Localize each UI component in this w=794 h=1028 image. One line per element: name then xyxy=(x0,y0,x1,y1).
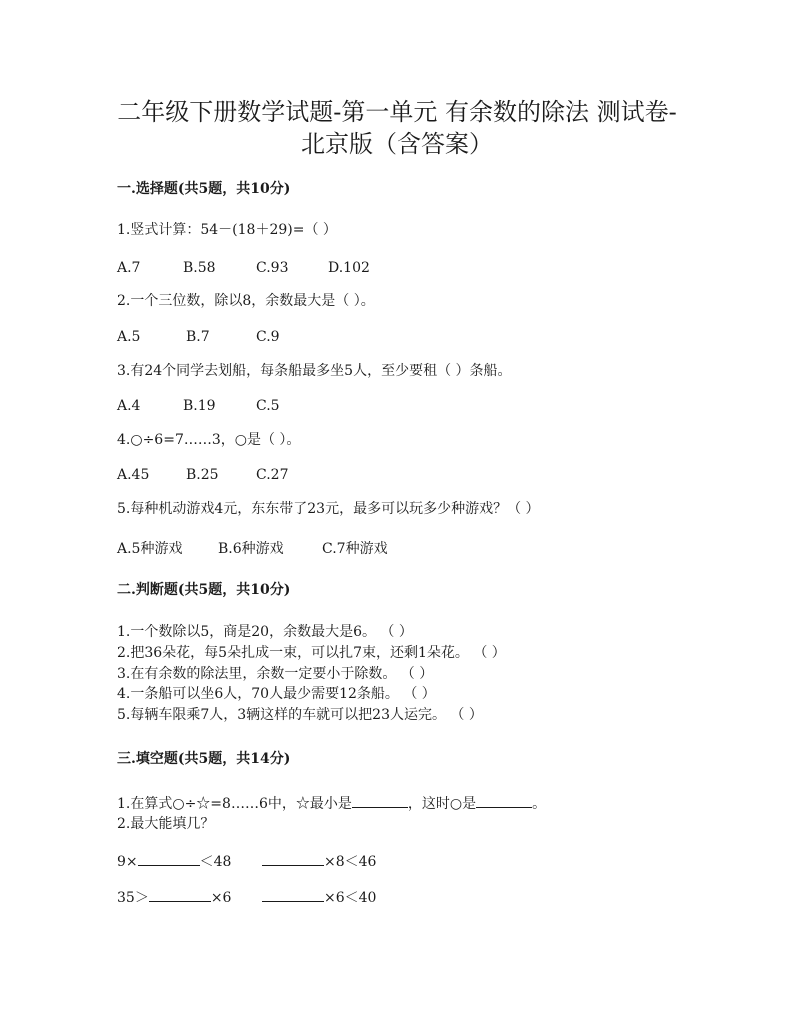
option-c: C.7种游戏 xyxy=(322,541,388,557)
option-a: A.5种游戏 xyxy=(117,541,183,557)
judgment-item: 2.把36朵花，每5朵扎成一束，可以扎7束，还剩1朵花。 （ ） xyxy=(117,645,506,661)
expression-text: ×8＜46 xyxy=(324,854,377,870)
option-d: D.102 xyxy=(328,260,370,276)
question-text: 2.一个三位数，除以8，余数最大是（ ）。 xyxy=(117,293,375,309)
question-text: 4.○÷6=7……3，○是（ ）。 xyxy=(117,432,301,448)
document-title-line1: 二年级下册数学试题-第一单元 有余数的除法 测试卷- xyxy=(117,98,677,126)
answer-blank[interactable] xyxy=(262,887,324,902)
fill-row-right xyxy=(262,851,376,871)
option-c: C.93 xyxy=(256,260,289,276)
answer-blank[interactable] xyxy=(352,793,408,808)
question-text: 1.竖式计算：54－(18＋29)=（ ） xyxy=(117,222,337,238)
expression-text: 9× xyxy=(117,854,138,870)
expression-text: ＜48 xyxy=(199,854,232,870)
option-a: A.5 xyxy=(117,329,141,345)
fill-row-left xyxy=(117,887,231,907)
question-text: ，这时○是 xyxy=(407,796,477,812)
option-a: A.4 xyxy=(117,398,141,414)
fill-question-2: 2.最大能填几？ xyxy=(117,816,215,832)
answer-blank[interactable] xyxy=(149,887,211,902)
section-heading-fill: 三.填空题(共5题，共14分) xyxy=(117,751,291,767)
answer-blank[interactable] xyxy=(476,793,532,808)
question-text: 5.每种机动游戏4元，东东带了23元，最多可以玩多少种游戏？（ ） xyxy=(117,501,540,517)
option-b: B.58 xyxy=(183,260,216,276)
option-a: A.7 xyxy=(117,260,141,276)
question-text: 。 xyxy=(532,796,547,812)
question-text: 3.有24个同学去划船，每条船最多坐5人，至少要租（ ）条船。 xyxy=(117,363,512,379)
option-b: B.6种游戏 xyxy=(218,541,284,557)
expression-text: 35＞ xyxy=(117,890,149,906)
expression-text: ×6 xyxy=(210,890,232,906)
section-heading-choice: 一.选择题(共5题，共10分) xyxy=(117,181,291,197)
option-c: C.5 xyxy=(256,398,280,414)
question-text: 1.在算式○÷☆=8……6中，☆最小是 xyxy=(117,796,352,812)
answer-blank[interactable] xyxy=(262,851,324,866)
option-a: A.45 xyxy=(117,467,150,483)
document-title-line2: 北京版（含答案） xyxy=(301,130,493,158)
section-heading-judgment: 二.判断题(共5题，共10分) xyxy=(117,582,291,598)
option-c: C.9 xyxy=(256,329,280,345)
judgment-item: 5.每辆车限乘7人，3辆这样的车就可以把23人运完。 （ ） xyxy=(117,707,483,723)
fill-row-left xyxy=(117,851,231,871)
option-b: B.19 xyxy=(183,398,216,414)
option-b: B.7 xyxy=(186,329,210,345)
answer-blank[interactable] xyxy=(138,851,200,866)
option-b: B.25 xyxy=(186,467,219,483)
fill-question-1 xyxy=(117,793,546,813)
option-c: C.27 xyxy=(256,467,289,483)
expression-text: ×6＜40 xyxy=(324,890,377,906)
judgment-item: 3.在有余数的除法里，余数一定要小于除数。 （ ） xyxy=(117,666,434,682)
fill-row-right xyxy=(262,887,376,907)
judgment-item: 4.一条船可以坐6人，70人最少需要12条船。 （ ） xyxy=(117,686,436,702)
judgment-item: 1.一个数除以5，商是20，余数最大是6。 （ ） xyxy=(117,624,413,640)
